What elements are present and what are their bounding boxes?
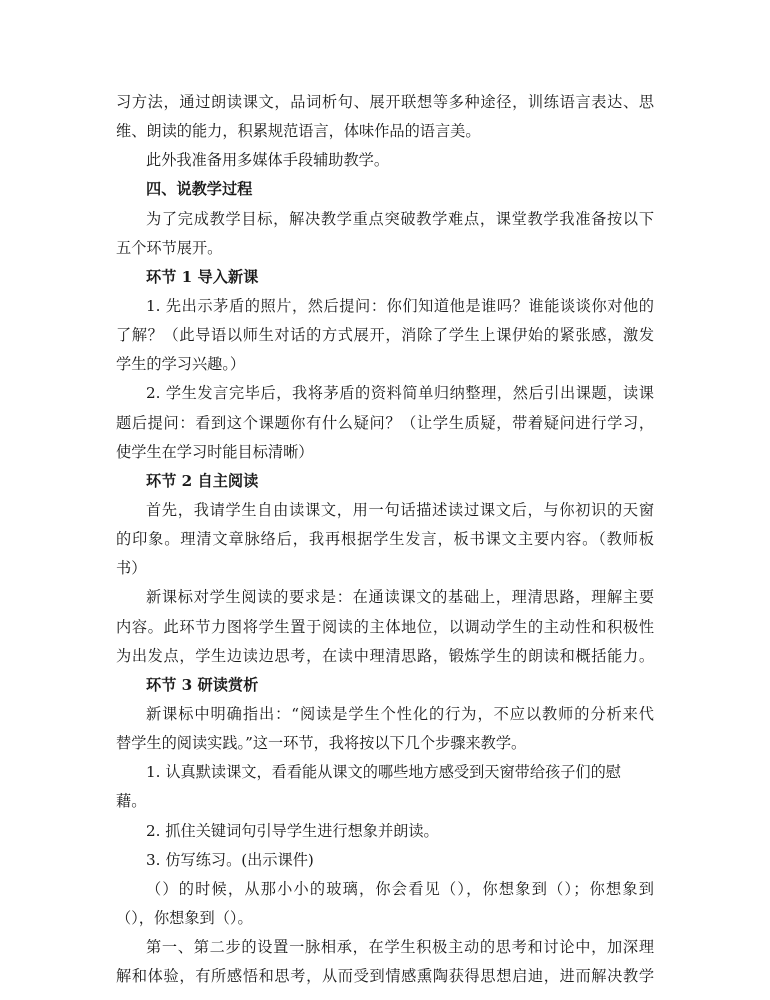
section-heading: 四、说教学过程	[146, 180, 253, 199]
text-line: 学生的学习兴趣。）	[116, 355, 246, 374]
text-line: （）的时候，从那小小的玻璃，你会看见（），你想象到（）；你想象到	[146, 879, 654, 898]
section-heading: 环节 3 研读赏析	[146, 675, 259, 694]
text-line: 五个环节展开。	[116, 238, 223, 257]
section-heading: 环节 2 自主阅读	[146, 471, 259, 490]
text-line: 了解？（此导语以师生对话的方式展开，消除了学生上课伊始的紧张感，激发	[116, 326, 654, 345]
text-line: 1. 认真默读课文，看看能从课文的哪些地方感受到天窗带给孩子们的慰	[146, 763, 621, 782]
text-line: 2. 抓住关键词句引导学生进行想象并朗读。	[146, 821, 439, 840]
text-line: 使学生在学习时能目标清晰）	[116, 442, 314, 461]
text-line: 1. 先出示茅盾的照片，然后提问：你们知道他是谁吗？谁能谈谈你对他的	[146, 296, 654, 315]
text-line: 为出发点，学生边读边思考，在读中理清思路，锻炼学生的朗读和概括能力。	[116, 646, 654, 665]
text-line: 第一、第二步的设置一脉相承，在学生积极主动的思考和讨论中，加深理	[146, 938, 654, 957]
text-line: 藉。	[116, 792, 147, 811]
document-body	[116, 88, 654, 991]
text-line: 内容。此环节力图将学生置于阅读的主体地位，以调动学生的主动性和积极性	[116, 617, 654, 636]
text-line: （），你想象到（）。	[116, 908, 253, 927]
text-line: 新课标对学生阅读的要求是：在通读课文的基础上，理清思路，理解主要	[146, 588, 654, 607]
text-line: 解和体验，有所感悟和思考，从而受到情感熏陶获得思想启迪，进而解决教学	[116, 967, 654, 986]
text-line: 题后提问：看到这个课题你有什么疑问？（让学生质疑，带着疑问进行学习，	[116, 413, 654, 432]
text-line: 此外我准备用多媒体手段辅助教学。	[146, 151, 389, 170]
text-line: 为了完成教学目标，解决教学重点突破教学难点，课堂教学我准备按以下	[146, 209, 654, 228]
section-heading: 环节 1 导入新课	[146, 267, 259, 286]
text-line: 替学生的阅读实践。”这一环节，我将按以下几个步骤来教学。	[116, 734, 527, 753]
text-line: 新课标中明确指出：“阅读是学生个性化的行为，不应以教师的分析来代	[146, 704, 654, 723]
text-line: 维、朗读的能力，积累规范语言，体味作品的语言美。	[116, 122, 481, 141]
text-line: 习方法，通过朗读课文，品词析句、展开联想等多种途径，训练语言表达、思	[116, 93, 654, 111]
text-line: 书）	[116, 559, 147, 578]
text-line: 2. 学生发言完毕后，我将茅盾的资料简单归纳整理，然后引出课题，读课	[146, 384, 654, 403]
text-line: 首先，我请学生自由读课文，用一句话描述读过课文后，与你初识的天窗	[146, 500, 654, 519]
text-line: 3. 仿写练习。(出示课件)	[146, 850, 314, 869]
text-line: 的印象。理清文章脉络后，我再根据学生发言，板书课文主要内容。（教师板	[116, 530, 654, 549]
